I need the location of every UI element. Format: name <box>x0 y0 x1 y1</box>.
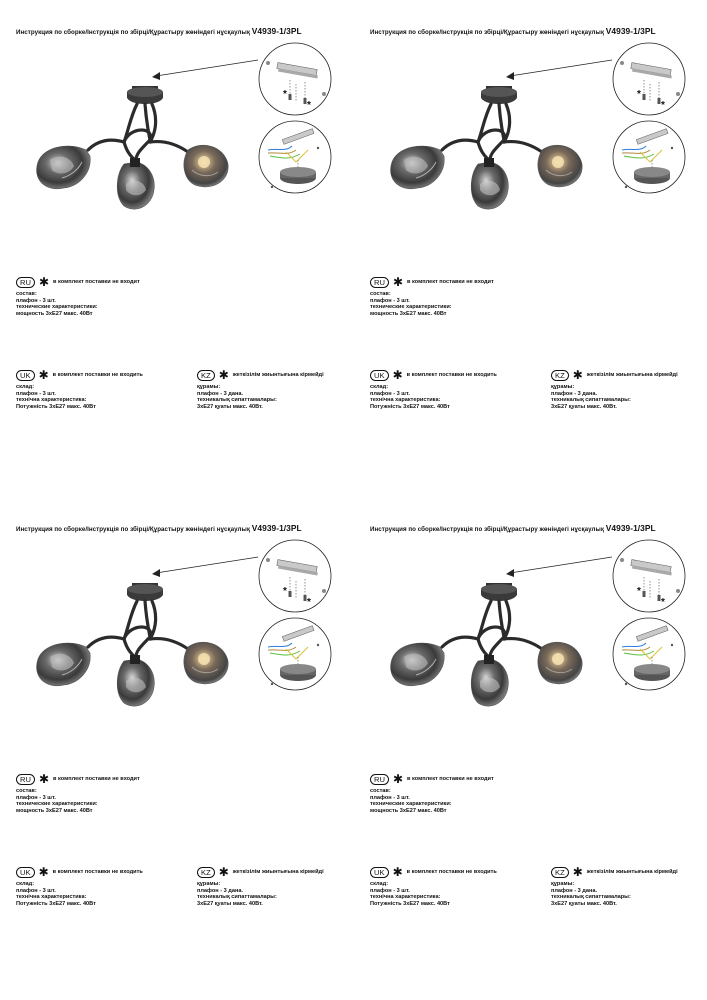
kz-line: 3xE27 қуаты макс. 40Вт. <box>551 900 617 907</box>
ru-excluded-note: в комплект поставки не входит <box>407 279 494 286</box>
uk-language-badge: UK <box>370 867 389 878</box>
uk-line: плафон - 3 шт. <box>16 887 56 894</box>
section-ru <box>16 277 140 317</box>
lamp-arms <box>88 104 188 162</box>
uk-line: Потужність 3xE27 макс. 40Вт <box>16 900 96 907</box>
glass-shade-left <box>391 643 445 686</box>
ru-language-badge: RU <box>370 774 389 785</box>
detail-wiring <box>259 121 331 193</box>
ru-language-badge: RU <box>16 277 35 288</box>
ru-language-badge: RU <box>370 277 389 288</box>
glass-shade-left <box>391 146 445 189</box>
ru-excluded-note: в комплект поставки не входит <box>53 776 140 783</box>
section-uk <box>370 370 497 410</box>
kz-line: техникалық сипаттамалары: <box>551 397 631 404</box>
ru-line: состав: <box>370 788 391 794</box>
assembly-illustration <box>354 497 699 757</box>
model-number: V4939-1/3PL <box>251 523 302 533</box>
kz-line: құрамы: <box>551 881 575 887</box>
excluded-mark: * <box>307 597 311 608</box>
section-kz <box>551 370 678 410</box>
uk-line: Потужність 3xE27 макс. 40Вт <box>16 403 96 410</box>
instruction-panel-1 <box>0 0 345 480</box>
title-text: Инструкция по сборке/Інструкція по збірці/Құрастыру жөніндегі нұсқаулық <box>16 29 250 36</box>
glass-shade-right <box>538 642 582 684</box>
instruction-panel-3 <box>0 497 345 977</box>
asterisk-icon: ✱ <box>392 772 404 786</box>
detail-mounting-bracket <box>259 540 331 612</box>
detail-mounting-bracket <box>259 43 331 115</box>
uk-line: Потужність 3xE27 макс. 40Вт <box>370 900 450 907</box>
excluded-mark: * <box>637 586 641 597</box>
uk-line: плафон - 3 шт. <box>370 390 410 397</box>
ru-line: мощность 3xE27 макс. 40Вт <box>16 807 93 814</box>
uk-language-badge: UK <box>16 370 35 381</box>
lamp-arms <box>88 601 188 659</box>
detail-wiring <box>259 618 331 690</box>
uk-language-badge: UK <box>370 370 389 381</box>
instruction-panel-2 <box>354 0 699 480</box>
kz-line: құрамы: <box>551 384 575 390</box>
detail-wiring <box>613 121 685 193</box>
glass-shade-center <box>117 158 154 209</box>
asterisk-icon: ✱ <box>392 865 403 879</box>
kz-line: плафон - 3 дана. <box>197 390 244 397</box>
kz-line: техникалық сипаттамалары: <box>197 397 277 404</box>
kz-line: 3xE27 қуаты макс. 40Вт. <box>197 900 263 907</box>
section-kz <box>551 867 678 907</box>
uk-excluded-note: в комплект поставки не входить <box>52 372 143 379</box>
glass-shade-center <box>471 158 508 209</box>
ru-excluded-note: в комплект поставки не входит <box>53 279 140 286</box>
excluded-mark: * <box>307 100 311 111</box>
kz-language-badge: KZ <box>551 867 569 878</box>
ceiling-canopy <box>481 86 517 104</box>
glass-shade-left <box>37 643 91 686</box>
glass-shade-left <box>37 146 91 189</box>
model-number: V4939-1/3PL <box>605 26 656 36</box>
lamp-arms <box>442 601 542 659</box>
uk-line: склад: <box>16 881 35 887</box>
section-ru <box>16 774 140 814</box>
uk-line: плафон - 3 шт. <box>16 390 56 397</box>
ru-line: состав: <box>16 788 37 794</box>
ru-line: плафон - 3 шт. <box>16 297 56 304</box>
asterisk-icon: ✱ <box>38 865 49 879</box>
lamp-arms <box>442 104 542 162</box>
kz-language-badge: KZ <box>551 370 569 381</box>
title-text: Инструкция по сборке/Інструкція по збірці/Құрастыру жөніндегі нұсқаулық <box>370 526 604 533</box>
asterisk-icon: ✱ <box>38 275 50 289</box>
ru-line: технические характеристики: <box>16 801 98 808</box>
glass-shade-center <box>117 655 154 706</box>
uk-line: склад: <box>16 384 35 390</box>
kz-line: техникалық сипаттамалары: <box>197 894 277 901</box>
excluded-mark: * <box>637 89 641 100</box>
kz-language-badge: KZ <box>197 370 215 381</box>
section-kz <box>197 370 324 410</box>
asterisk-icon: ✱ <box>392 275 404 289</box>
kz-line: плафон - 3 дана. <box>197 887 244 894</box>
ru-line: плафон - 3 шт. <box>16 794 56 801</box>
asterisk-icon: ✱ <box>38 772 50 786</box>
glass-shade-right <box>184 642 228 684</box>
glass-shade-right <box>538 145 582 187</box>
assembly-illustration <box>0 0 345 260</box>
uk-line: Потужність 3xE27 макс. 40Вт <box>370 403 450 410</box>
kz-line: плафон - 3 дана. <box>551 887 598 894</box>
title-text: Инструкция по сборке/Інструкція по збірці/Құрастыру жөніндегі нұсқаулық <box>370 29 604 36</box>
section-uk <box>370 867 497 907</box>
ru-line: технические характеристики: <box>16 304 98 311</box>
uk-language-badge: UK <box>16 867 35 878</box>
uk-excluded-note: в комплект поставки не входить <box>406 372 497 379</box>
ru-line: мощность 3xE27 макс. 40Вт <box>16 310 93 317</box>
asterisk-icon: ✱ <box>572 865 583 879</box>
uk-line: технічна характеристика: <box>370 397 441 404</box>
section-uk <box>16 370 143 410</box>
kz-excluded-note: жеткізілім жиынтығына кірмейді <box>586 869 678 876</box>
ru-line: мощность 3xE27 макс. 40Вт <box>370 310 447 317</box>
section-ru <box>370 277 494 317</box>
uk-excluded-note: в комплект поставки не входить <box>52 869 143 876</box>
mounting-arrow <box>152 60 258 80</box>
uk-line: технічна характеристика: <box>16 894 87 901</box>
kz-line: құрамы: <box>197 881 221 887</box>
detail-wiring <box>613 618 685 690</box>
mounting-arrow <box>506 557 612 577</box>
section-kz <box>197 867 324 907</box>
title-text: Инструкция по сборке/Інструкція по збірці/Құрастыру жөніндегі нұсқаулық <box>16 526 250 533</box>
asterisk-icon: ✱ <box>392 368 403 382</box>
ceiling-canopy <box>127 86 163 104</box>
excluded-mark: * <box>661 597 665 608</box>
uk-line: технічна характеристика: <box>16 397 87 404</box>
kz-line: құрамы: <box>197 384 221 390</box>
ru-line: мощность 3xE27 макс. 40Вт <box>370 807 447 814</box>
ru-excluded-note: в комплект поставки не входит <box>407 776 494 783</box>
glass-shade-center <box>471 655 508 706</box>
kz-line: техникалық сипаттамалары: <box>551 894 631 901</box>
kz-excluded-note: жеткізілім жиынтығына кірмейді <box>232 869 324 876</box>
uk-line: технічна характеристика: <box>370 894 441 901</box>
ceiling-canopy <box>127 583 163 601</box>
asterisk-icon: ✱ <box>38 368 49 382</box>
assembly-illustration <box>354 0 699 260</box>
section-ru <box>370 774 494 814</box>
mounting-arrow <box>152 557 258 577</box>
kz-line: 3xE27 қуаты макс. 40Вт. <box>551 403 617 410</box>
kz-excluded-note: жеткізілім жиынтығына кірмейді <box>586 372 678 379</box>
kz-language-badge: KZ <box>197 867 215 878</box>
ru-line: плафон - 3 шт. <box>370 297 410 304</box>
asterisk-icon: ✱ <box>218 368 229 382</box>
asterisk-icon: ✱ <box>218 865 229 879</box>
model-number: V4939-1/3PL <box>251 26 302 36</box>
kz-excluded-note: жеткізілім жиынтығына кірмейді <box>232 372 324 379</box>
ru-line: плафон - 3 шт. <box>370 794 410 801</box>
asterisk-icon: ✱ <box>572 368 583 382</box>
excluded-mark: * <box>283 89 287 100</box>
ru-language-badge: RU <box>16 774 35 785</box>
uk-line: плафон - 3 шт. <box>370 887 410 894</box>
excluded-mark: * <box>661 100 665 111</box>
kz-line: плафон - 3 дана. <box>551 390 598 397</box>
glass-shade-right <box>184 145 228 187</box>
model-number: V4939-1/3PL <box>605 523 656 533</box>
mounting-arrow <box>506 60 612 80</box>
ru-line: технические характеристики: <box>370 304 452 311</box>
detail-mounting-bracket <box>613 540 685 612</box>
instruction-panel-4 <box>354 497 699 977</box>
detail-mounting-bracket <box>613 43 685 115</box>
assembly-illustration <box>0 497 345 757</box>
section-uk <box>16 867 143 907</box>
excluded-mark: * <box>283 586 287 597</box>
uk-line: склад: <box>370 384 389 390</box>
uk-excluded-note: в комплект поставки не входить <box>406 869 497 876</box>
uk-line: склад: <box>370 881 389 887</box>
ru-line: состав: <box>370 291 391 297</box>
ceiling-canopy <box>481 583 517 601</box>
ru-line: состав: <box>16 291 37 297</box>
ru-line: технические характеристики: <box>370 801 452 808</box>
kz-line: 3xE27 қуаты макс. 40Вт. <box>197 403 263 410</box>
